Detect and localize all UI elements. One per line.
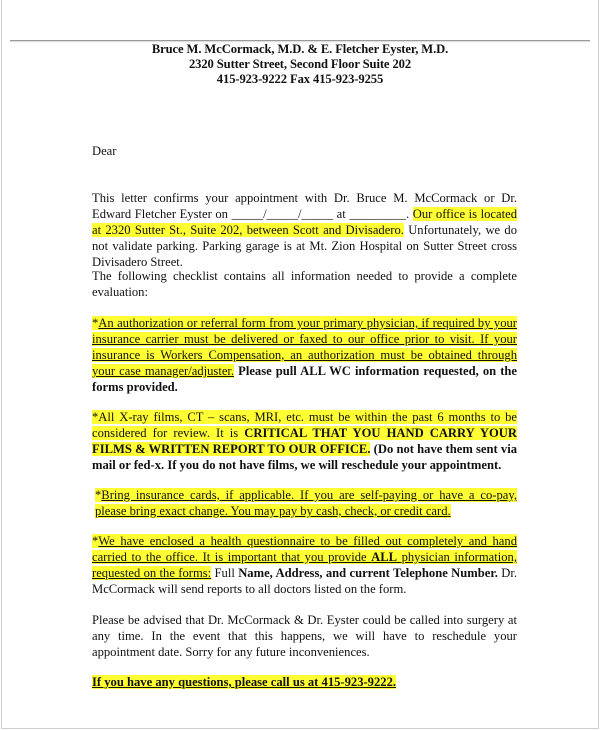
questions-phone-highlight: If you have any questions, please call us at 415-923-9222. [92,675,397,689]
letterhead-phone: 415-923-9222 Fax 415-923-9255 [216,72,384,86]
checklist-intro: The following checklist contains all information needed to provide a complete evaluation: [92,269,517,299]
intro-paragraph: This letter confirms your appointment with Dr. Bruce M. McCormack or Dr. Edward Fletcher Eyster on _____/_____/_____ at _________. Our office is located at 2320 Sutter St., Suite 202, between Scott and Divisadero. Unfortunately, we do not validate parking. Parking garage is at Mt. Zion Hospital on Sutter Street cross Divisadero Street. [92,191,517,269]
checklist-item-authorization: *An authorization or referral form from your primary physician, if required by your insurance carrier must be delivered or faxed to our office prior to visit. If your insurance is Workers Compensation, an authorization must be obtained through your case manager/adjuster. Please pull ALL WC information requested, on the forms provided. [92,316,517,394]
salutation: Dear [92,144,117,158]
time-blank: _________ [349,207,406,221]
closing-line [92,674,517,690]
top-divider [10,40,590,41]
letterhead-doctors: Bruce M. McCormack, M.D. & E. Fletcher Eyster, M.D. [151,42,449,56]
letterhead-address: 2320 Sutter Street, Second Floor Suite 202 [188,57,412,71]
checklist-item-xray: *All X-ray films, CT – scans, MRI, etc. must be within the past 6 months to be considered for review. It is CRITICAL THAT YOU HAND CARRY YOUR FILMS & WRITTEN REPORT TO OUR OFFICE. (Do not have them sent via mail or fed-x. If you do not have films, we will reschedule your appointment. [92,410,517,472]
letterhead [2,42,598,87]
date-blank: _____/_____/_____ [231,207,334,221]
document-page [1,0,599,729]
advisory-paragraph: Please be advised that Dr. McCormack & Dr. Eyster could be called into surgery at any time. In the event that this happens, we will have to reschedule your appointment date. Sorry for any future inconveniences. [92,613,517,659]
checklist-item-insurance: *Bring insurance cards, if applicable. If you are self-paying or have a co-pay, please bring exact change. You may pay by cash, check, or credit card. [95,488,517,518]
office-location-highlight: Our office is located at 2320 Sutter St., Suite 202, between Scott and Divisadero. [92,207,517,237]
checklist-item-questionnaire: *We have enclosed a health questionnaire to be filled out completely and hand carried to the office. It is important that you provide ALL physician information, requested on the forms: Full Name, Address, and current Telephone Number. Dr. McCormack will send reports to all doctors listed on the form. [92,534,518,596]
